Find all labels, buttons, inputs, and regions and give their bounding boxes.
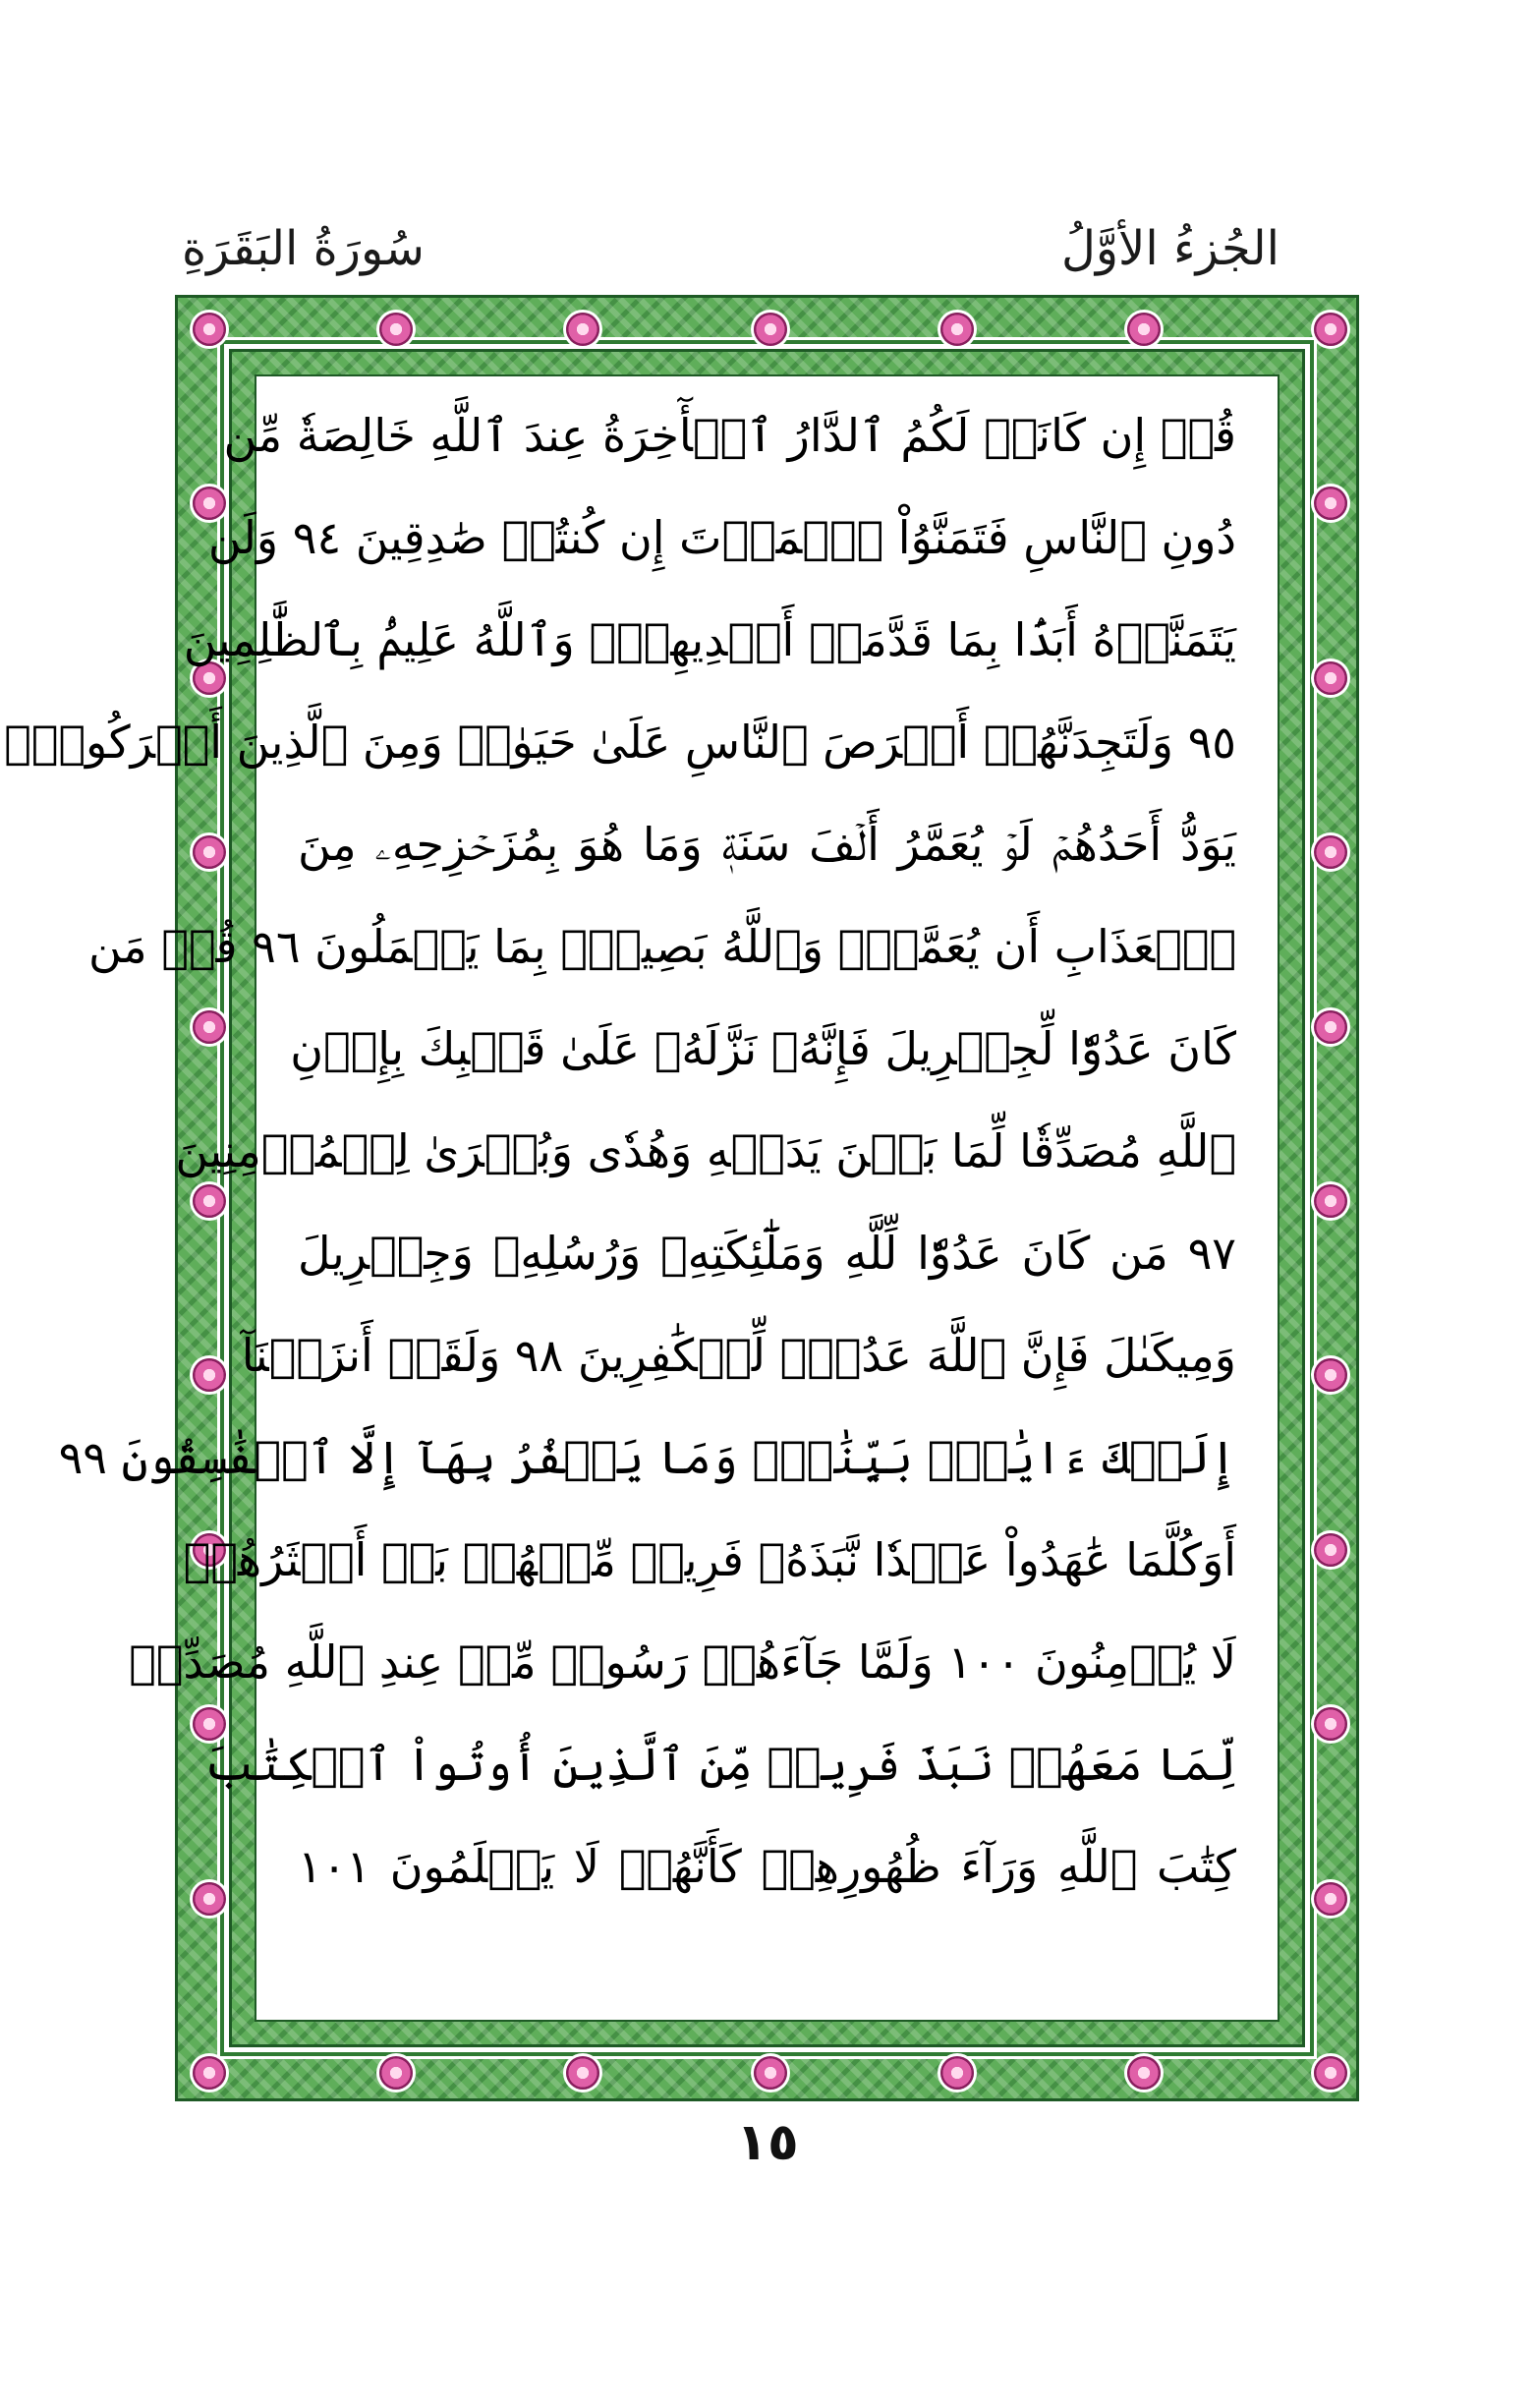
- text-line: كِتَٰبَ ٱللَّهِ وَرَآءَ ظُهُورِهِمۡ كَأَنَّهُمۡ لَا يَعۡلَمُونَ ١٠١: [298, 1840, 1236, 1893]
- flower-ornament: [1314, 1184, 1347, 1218]
- page-number: ١٥: [736, 2113, 799, 2172]
- flower-ornament: [940, 313, 974, 346]
- flower-ornament: [1314, 1010, 1347, 1044]
- text-line: يَوَدُّ أَحَدُهُمۡ لَوۡ يُعَمَّرُ أَلۡفَ سَنَةٖ وَمَا هُوَ بِمُزَحۡزِحِهِۦ مِنَ: [298, 818, 1236, 871]
- flower-ornament: [193, 2056, 226, 2090]
- flower-ornament: [566, 2056, 599, 2090]
- flower-ornament: [193, 1184, 226, 1218]
- text-line: كَانَ عَدُوّٗا لِّجِبۡرِيلَ فَإِنَّهُۥ نَزَّلَهُۥ عَلَىٰ قَلۡبِكَ بِإِذۡنِ: [290, 1022, 1236, 1075]
- flower-ornament: [566, 313, 599, 346]
- flower-ornament: [1314, 835, 1347, 869]
- text-line: وَمِيكَىٰلَ فَإِنَّ ٱللَّهَ عَدُوّٞ لِّلۡكَٰفِرِينَ ٩٨ وَلَقَدۡ أَنزَلۡنَآ: [241, 1329, 1236, 1382]
- juz-header: الجُزءُ الأوَّلُ: [1060, 221, 1279, 276]
- flower-ornament: [193, 1882, 226, 1916]
- flower-ornament: [1314, 487, 1347, 520]
- flower-ornament: [1314, 661, 1347, 695]
- flower-ornament: [379, 313, 413, 346]
- text-line: لِّمَا مَعَهُمۡ نَبَذَ فَرِيقٞ مِّنَ ٱلَّذِينَ أُوتُواْ ٱلۡكِتَٰبَ: [204, 1738, 1236, 1791]
- text-line: دُونِ ٱلنَّاسِ فَتَمَنَّوُاْ ٱلۡمَوۡتَ إِن كُنتُمۡ صَٰدِقِينَ ٩٤ وَلَن: [207, 511, 1236, 564]
- text-line: ٱللَّهِ مُصَدِّقٗا لِّمَا بَيۡنَ يَدَيۡهِ وَهُدٗى وَبُشۡرَىٰ لِلۡمُؤۡمِنِينَ: [175, 1124, 1236, 1177]
- flower-ornament: [1314, 1358, 1347, 1392]
- flower-ornament: [1314, 2056, 1347, 2090]
- text-line: ٱلۡعَذَابِ أَن يُعَمَّرَۗ وَٱللَّهُ بَصِيرُۢ بِمَا يَعۡمَلُونَ ٩٦ قُلۡ مَن: [88, 920, 1236, 973]
- text-line: قُلۡ إِن كَانَتۡ لَكُمُ ٱلدَّارُ ٱلۡأٓخِرَةُ عِندَ ٱللَّهِ خَالِصَةٗ مِّن: [223, 409, 1236, 462]
- text-line: إِلَيۡكَ ءَايَٰتِۭ بَيِّنَٰتٖۖ وَمَا يَكۡفُرُ بِهَآ إِلَّا ٱلۡفَٰسِقُونَ ٩٩: [58, 1431, 1236, 1484]
- flower-ornament: [193, 835, 226, 869]
- text-line: ٩٧ مَن كَانَ عَدُوّٗا لِّلَّهِ وَمَلَٰٓئِكَتِهِۦ وَرُسُلِهِۦ وَجِبۡرِيلَ: [298, 1227, 1236, 1280]
- flower-ornament: [1314, 1533, 1347, 1567]
- flower-ornament: [1314, 1707, 1347, 1741]
- flower-ornament: [1314, 1882, 1347, 1916]
- text-line: ٩٥ وَلَتَجِدَنَّهُمۡ أَحۡرَصَ ٱلنَّاسِ عَلَىٰ حَيَوٰةٖ وَمِنَ ٱلَّذِينَ أَشۡرَكُواْۚ: [4, 716, 1236, 769]
- ornamental-border: [4, 295, 1359, 2101]
- flower-ornament: [1127, 2056, 1161, 2090]
- flower-ornament: [940, 2056, 974, 2090]
- flower-ornament: [1314, 313, 1347, 346]
- text-line: لَا يُؤۡمِنُونَ ١٠٠ وَلَمَّا جَآءَهُمۡ رَسُولٞ مِّنۡ عِندِ ٱللَّهِ مُصَدِّقٞ: [129, 1635, 1236, 1689]
- flower-ornament: [754, 2056, 787, 2090]
- text-line: يَتَمَنَّوۡهُ أَبَدَۢا بِمَا قَدَّمَتۡ أَيۡدِيهِمۡۚ وَٱللَّهُ عَلِيمُۢ بِٱلظَّٰلِمِينَ: [183, 613, 1236, 666]
- flower-ornament: [193, 1358, 226, 1392]
- surah-header: سُورَةُ البَقَرَةِ: [182, 221, 425, 276]
- flower-ornament: [1127, 313, 1161, 346]
- flower-ornament: [379, 2056, 413, 2090]
- text-line: أَوَكُلَّمَا عَٰهَدُواْ عَهۡدٗا نَّبَذَهُۥ فَرِيقٞ مِّنۡهُمۚ بَلۡ أَكۡثَرُهُمۡ: [183, 1533, 1236, 1586]
- flower-ornament: [193, 1010, 226, 1044]
- text-panel: [4, 374, 1279, 2022]
- flower-ornament: [193, 313, 226, 346]
- flower-ornament: [754, 313, 787, 346]
